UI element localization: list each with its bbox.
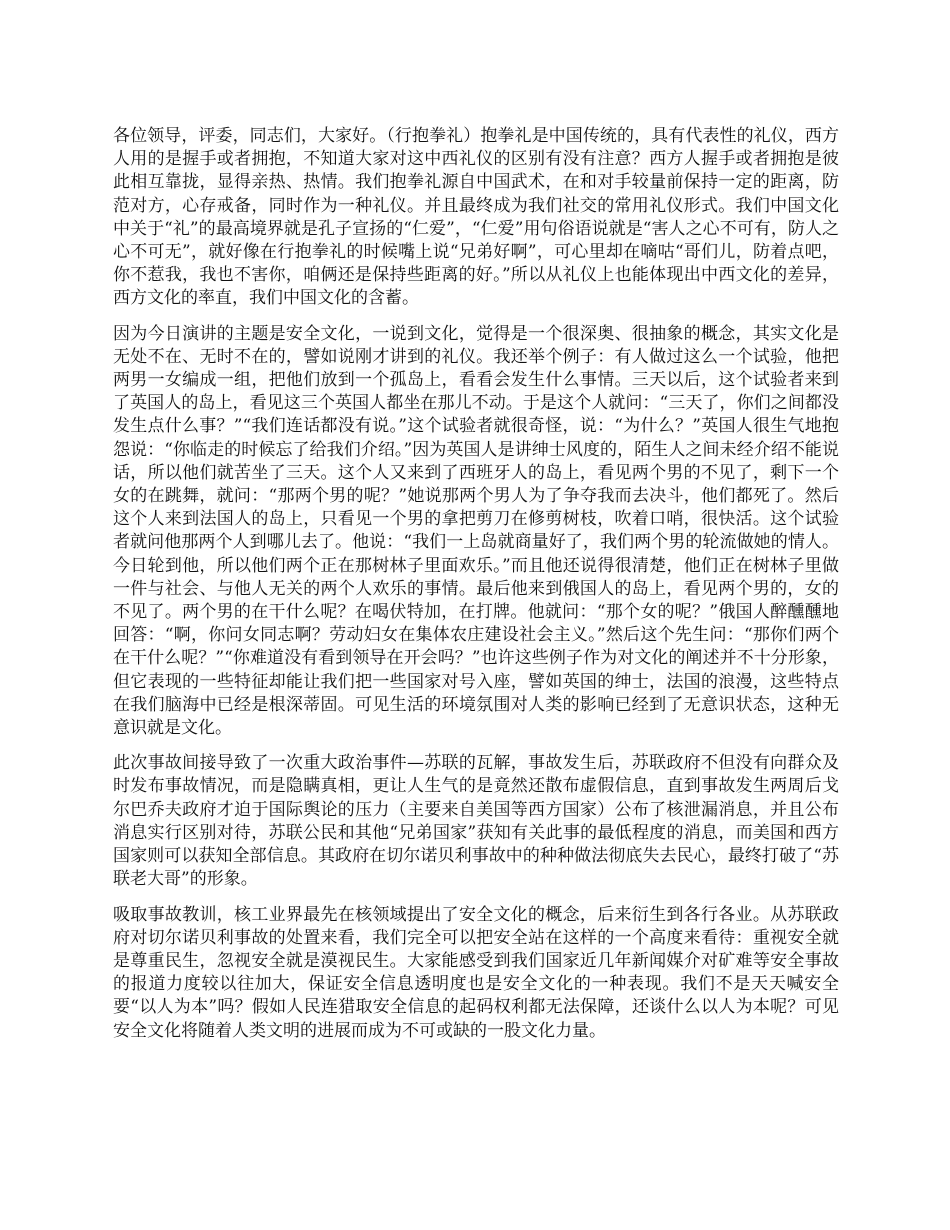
- paragraph-chernobyl-politics: 此次事故间接导致了一次重大政治事件—苏联的瓦解，事故发生后，苏联政府不但没有向群众及时发布事故情况，而是隐瞒真相，更让人生气的是竟然还散布虚假信息，直到事故发生两周后戈尔巴乔夫政府才迫于国际舆论的压力（主要来自美国等西方国家）公布了核泄漏消息，并且公布消息实行区别对待，苏联公民和其他“兄弟国家”获知有关此事的最低程度的消息，而美国和西方国家则可以获知全部信息。其政府在切尔诺贝利事故中的种种做法彻底失去民心，最终打破了“苏联老大哥”的形象。: [113, 753, 839, 890]
- document-body: [113, 125, 839, 1055]
- paragraph-culture-experiment: 因为今日演讲的主题是安全文化，一说到文化，觉得是一个很深奥、很抽象的概念，其实文化是无处不在、无时不在的，譬如说刚才讲到的礼仪。我还举个例子：有人做过这么一个试验，他把两男一女编成一组，把他们放到一个孤岛上，看看会发生什么事情。三天以后，这个试验者来到了英国人的岛上，看见这三个英国人都坐在那儿不动。于是这个人就问：“三天了，你们之间都没发生点什么事？”“我们连话都没有说。”这个试验者就很奇怪，说：“为什么？”英国人很生气地抱怨说：“你临走的时候忘了给我们介绍。”因为英国人是讲绅士风度的，陌生人之间未经介绍不能说话，所以他们就苦坐了三天。这个人又来到了西班牙人的岛上，看见两个男的不见了，剩下一个女的在跳舞，就问：“那两个男的呢？”她说那两个男人为了争夺我而去决斗，他们都死了。然后这个人来到法国人的岛上，只看见一个男的拿把剪刀在修剪树枝，吹着口哨，很快活。这个试验者就问他那两个人到哪儿去了。他说：“我们一上岛就商量好了，我们两个男的轮流做她的情人。今日轮到他，所以他们两个正在那树林子里面欢乐。”而且他还说得很清楚，他们正在树林子里做一件与社会、与他人无关的两个人欢乐的事情。最后他来到俄国人的岛上，看见两个男的，女的不见了。两个男的在干什么呢？在喝伏特加，在打牌。他就问：“那个女的呢？”俄国人醉醺醺地回答：“啊，你问女同志啊？劳动妇女在集体农庄建设社会主义。”然后这个先生问：“那你们两个在干什么呢？”“你难道没有看到领导在开会吗？”也许这些例子作为对文化的阐述并不十分形象，但它表现的一些特征却能让我们把一些国家对号入座，譬如英国的绅士，法国的浪漫，这些特点在我们脑海中已经是根深蒂固。可见生活的环境氛围对人类的影响已经到了无意识状态，这种无意识就是文化。: [113, 323, 839, 739]
- paragraph-etiquette: 各位领导，评委，同志们，大家好。（行抱拳礼）抱拳礼是中国传统的，具有代表性的礼仪，西方人用的是握手或者拥抱，不知道大家对这中西礼仪的区别有没有注意？西方人握手或者拥抱是彼此相互靠拢，显得亲热、热情。我们抱拳礼源自中国武术，在和对手较量前保持一定的距离，防范对方，心存戒备，同时作为一种礼仪。并且最终成为我们社交的常用礼仪形式。我们中国文化中关于“礼”的最高境界就是孔子宣扬的“仁爱”，“仁爱”用句俗语说就是“害人之心不可有，防人之心不可无”，就好像在行抱拳礼的时候嘴上说“兄弟好啊”，可心里却在嘀咕“哥们儿，防着点吧，你不惹我，我也不害你，咱俩还是保持些距离的好。”所以从礼仪上也能体现出中西文化的差异，西方文化的率直，我们中国文化的含蓄。: [113, 126, 839, 309]
- paragraph-safety-culture: 吸取事故教训，核工业界最先在核领域提出了安全文化的概念，后来衍生到各行各业。从苏联政府对切尔诺贝利事故的处置来看，我们完全可以把安全站在这样的一个高度来看待：重视安全就是尊重民生，忽视安全就是漠视民生。大家能感受到我们国家近几年新闻媒介对矿难等安全事故的报道力度较以往加大，保证安全信息透明度也是安全文化的一种表现。我们不是天天喊安全要“以人为本”吗？假如人民连猎取安全信息的起码权利都无法保障，还谈什么以人为本呢？可见安全文化将随着人类文明的进展而成为不可或缺的一股文化力量。: [113, 904, 839, 1041]
